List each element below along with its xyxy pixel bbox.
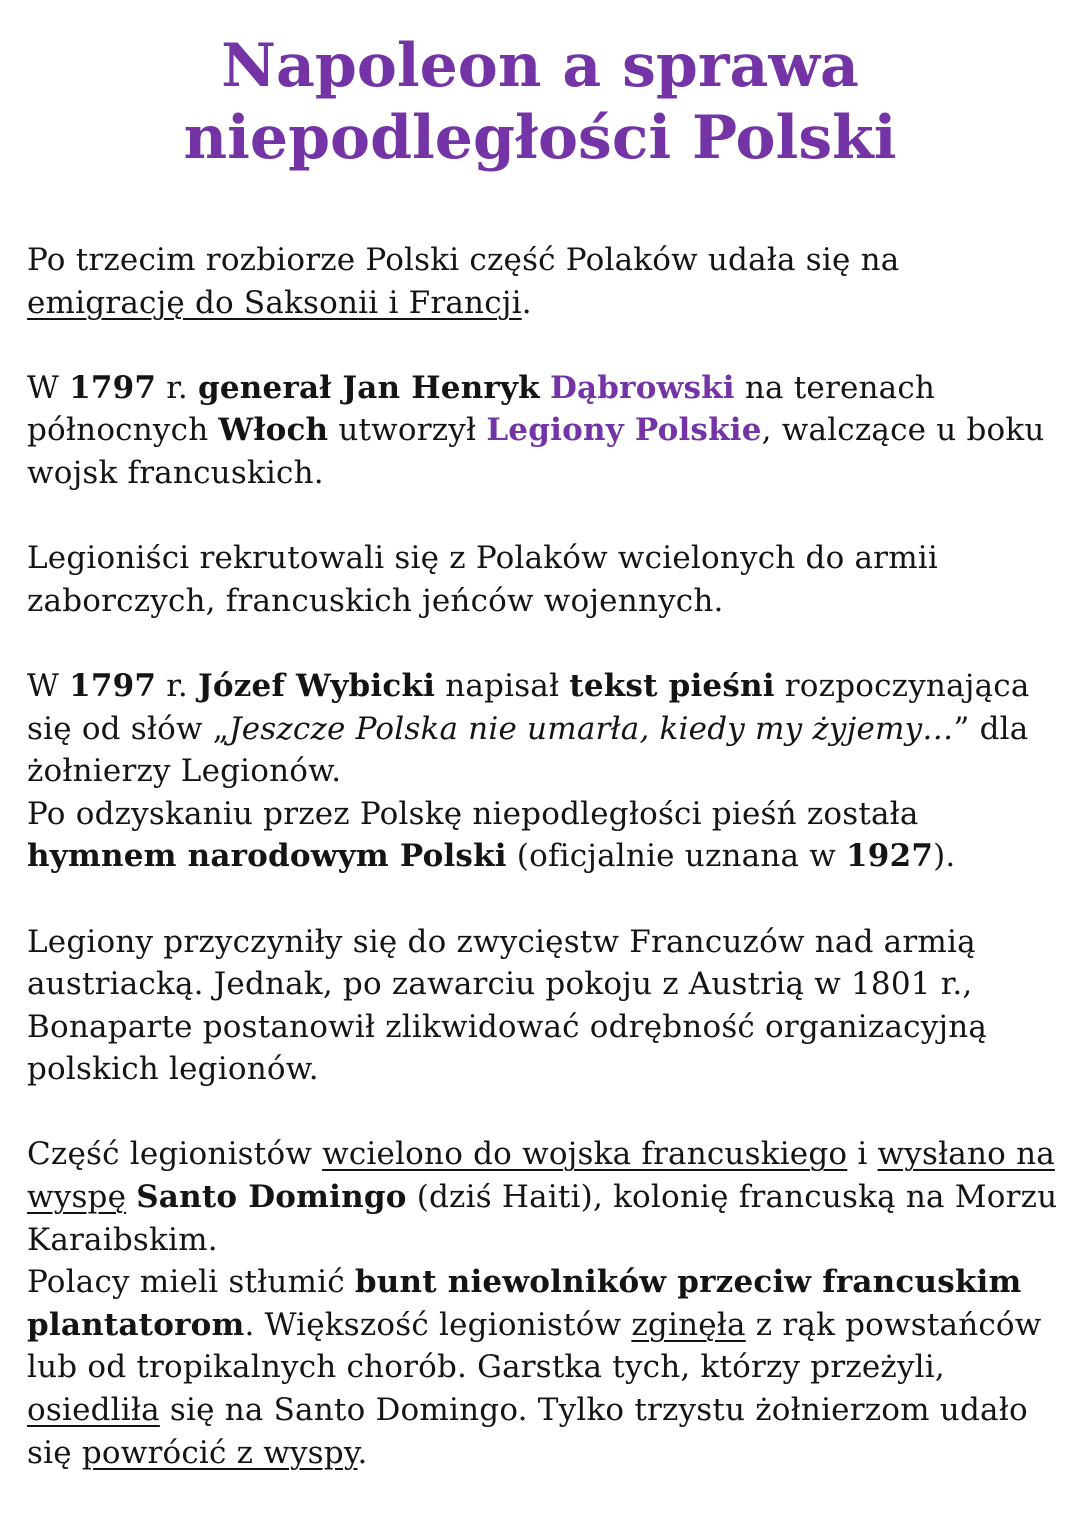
paragraph-legions-victories [27, 921, 1067, 1091]
text: rozpoczynająca się od słów „ [27, 667, 1030, 747]
underlined-text: emigrację do Saksonii i Francji [27, 284, 522, 321]
text: W [27, 667, 70, 704]
text: Legiony przyczyniły się do zwycięstw Francuzów nad armią austriacką. Jednak, po zawarciu pokoju z Austrią w 1801 r., Bonaparte postanowił zlikwidować odrębność organizacyjną polskich legionów. [27, 923, 988, 1088]
text: . [521, 284, 532, 321]
bold-text: tekst pieśni [569, 667, 775, 704]
italic-quote: Jeszcze Polska nie umarła, kiedy my żyjemy… [229, 710, 954, 747]
paragraph-anthem-text [27, 665, 1067, 793]
text: . [357, 1434, 368, 1471]
text [540, 370, 550, 406]
text: W [27, 369, 70, 406]
highlighted-text: Dąbrowski [549, 369, 735, 406]
text: napisał [435, 667, 570, 704]
paragraph-emigration [27, 239, 1067, 324]
underlined-text: wcielono do wojska francuskiego [322, 1136, 848, 1173]
bold-text: Józef Wybicki [198, 667, 436, 704]
paragraph-santo-domingo [27, 1133, 1067, 1261]
text [126, 1179, 136, 1215]
paragraph-slave-revolt [27, 1261, 1067, 1474]
text: z rąk powstańców lub od tropikalnych chorób. Garstka tych, którzy przeżyli, [27, 1306, 1042, 1386]
text: (dziś Haiti), kolonię francuską na Morzu Karaibskim. [27, 1179, 1058, 1258]
text: ). [933, 838, 956, 875]
text: utworzył [328, 412, 487, 449]
paragraph-national-anthem [27, 793, 1067, 878]
text: r. [156, 667, 198, 704]
underlined-text: powrócić z wyspy [81, 1434, 358, 1471]
underlined-text: zginęła [631, 1306, 746, 1343]
title-line-1: Napoleon a sprawa [221, 31, 859, 101]
bold-text: bunt niewolników przeciw francuskim plantatorom [27, 1264, 1022, 1343]
text: . Większość legionistów [244, 1306, 632, 1343]
underlined-text: osiedliła [27, 1392, 160, 1429]
page-title [0, 30, 1080, 174]
text: i [847, 1136, 878, 1173]
title-line-2: niepodległości Polski [183, 103, 897, 173]
bold-text: Włoch [218, 412, 329, 449]
bold-text: 1927 [846, 838, 934, 875]
text: ” dla żołnierzy Legionów. [27, 710, 1029, 790]
text: (oficjalnie uznana w [506, 838, 847, 875]
bold-text: 1797 [69, 369, 157, 406]
text: Polacy mieli stłumić [27, 1264, 355, 1301]
text: r. [156, 369, 198, 406]
highlighted-text: Legiony Polskie [486, 412, 762, 449]
bold-text: Santo Domingo [136, 1179, 407, 1216]
text: , walczące u boku wojsk francuskich. [27, 412, 1045, 491]
text: Część legionistów [27, 1136, 323, 1173]
text: się na Santo Domingo. Tylko trzystu żołnierzom udało się [27, 1392, 1028, 1471]
bold-text: 1797 [69, 667, 157, 704]
text: na terenach północnych [27, 369, 936, 449]
text: Po odzyskaniu przez Polskę niepodległości pieśń została [27, 795, 919, 832]
paragraph-legions-creation [27, 367, 1067, 495]
paragraph-recruitment [27, 537, 1067, 622]
bold-text: hymnem narodowym Polski [27, 838, 507, 875]
text: Legioniści rekrutowali się z Polaków wcielonych do armii zaborczych, francuskich jeńców wojennych. [27, 540, 939, 619]
bold-text: generał Jan Henryk [198, 369, 540, 406]
underlined-text: wysłano na wyspę [27, 1136, 1055, 1216]
content [27, 239, 1067, 1474]
text: Po trzecim rozbiorze Polski część Polaków udała się na [27, 242, 900, 278]
